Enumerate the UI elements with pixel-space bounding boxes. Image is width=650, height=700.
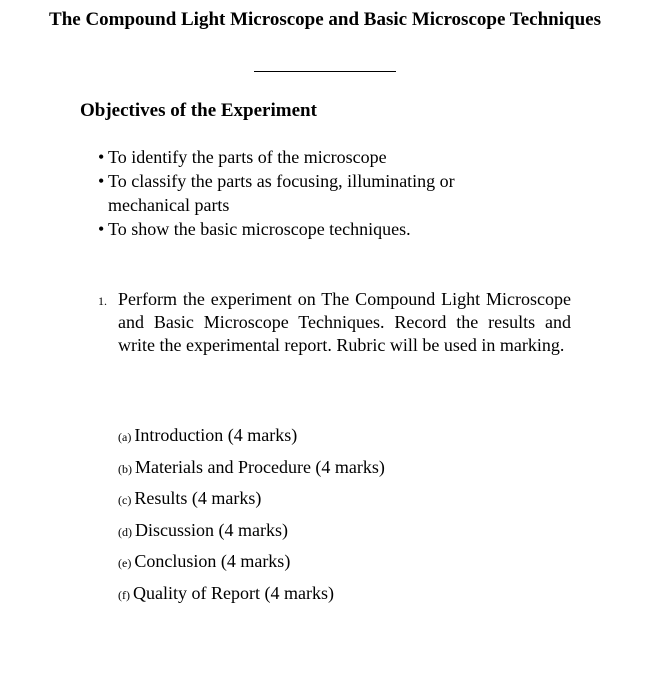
task-number: 1. (98, 294, 107, 308)
objective-text: To show the basic microscope techniques. (108, 219, 411, 239)
rubric-item (118, 455, 385, 487)
rubric-label: Discussion (4 marks) (135, 519, 288, 540)
rubric-label: Quality of Report (4 marks) (133, 582, 334, 603)
rubric-item (118, 486, 385, 518)
objective-item (98, 217, 528, 241)
rubric-letter: (a) (118, 430, 132, 444)
rubric-item (118, 549, 385, 581)
bullet-icon: • (98, 171, 105, 191)
title-underline (254, 71, 396, 72)
objective-item (98, 145, 528, 169)
bullet-icon: • (98, 147, 105, 167)
rubric-label: Introduction (4 marks) (134, 425, 298, 445)
document-title: The Compound Light Microscope and Basic Microscope Techniques (49, 9, 601, 30)
rubric-list (118, 423, 385, 613)
rubric-letter: (c) (118, 493, 132, 508)
rubric-letter: (e) (118, 556, 132, 571)
rubric-item (118, 581, 385, 613)
rubric-item (118, 423, 385, 455)
rubric-letter: (f) (118, 587, 130, 602)
bullet-icon: • (98, 219, 105, 239)
rubric-letter: (d) (118, 524, 132, 539)
task-instruction (98, 288, 571, 357)
objective-item (98, 169, 508, 217)
rubric-label: Conclusion (4 marks) (134, 551, 291, 572)
objective-text: To classify the parts as focusing, illuminating or mechanical parts (108, 171, 455, 215)
rubric-item (118, 518, 385, 550)
rubric-letter: (b) (118, 461, 132, 476)
objectives-list (98, 145, 528, 241)
objective-text: To identify the parts of the microscope (108, 147, 387, 167)
objectives-heading: Objectives of the Experiment (80, 100, 317, 121)
rubric-label: Results (4 marks) (134, 488, 262, 509)
rubric-label: Materials and Procedure (4 marks) (135, 456, 385, 477)
task-text: Perform the experiment on The Compound Light Microscope and Basic Microscope Techniques. Record the results and write the experimental report. Rubric will be used in marking. (118, 289, 571, 355)
